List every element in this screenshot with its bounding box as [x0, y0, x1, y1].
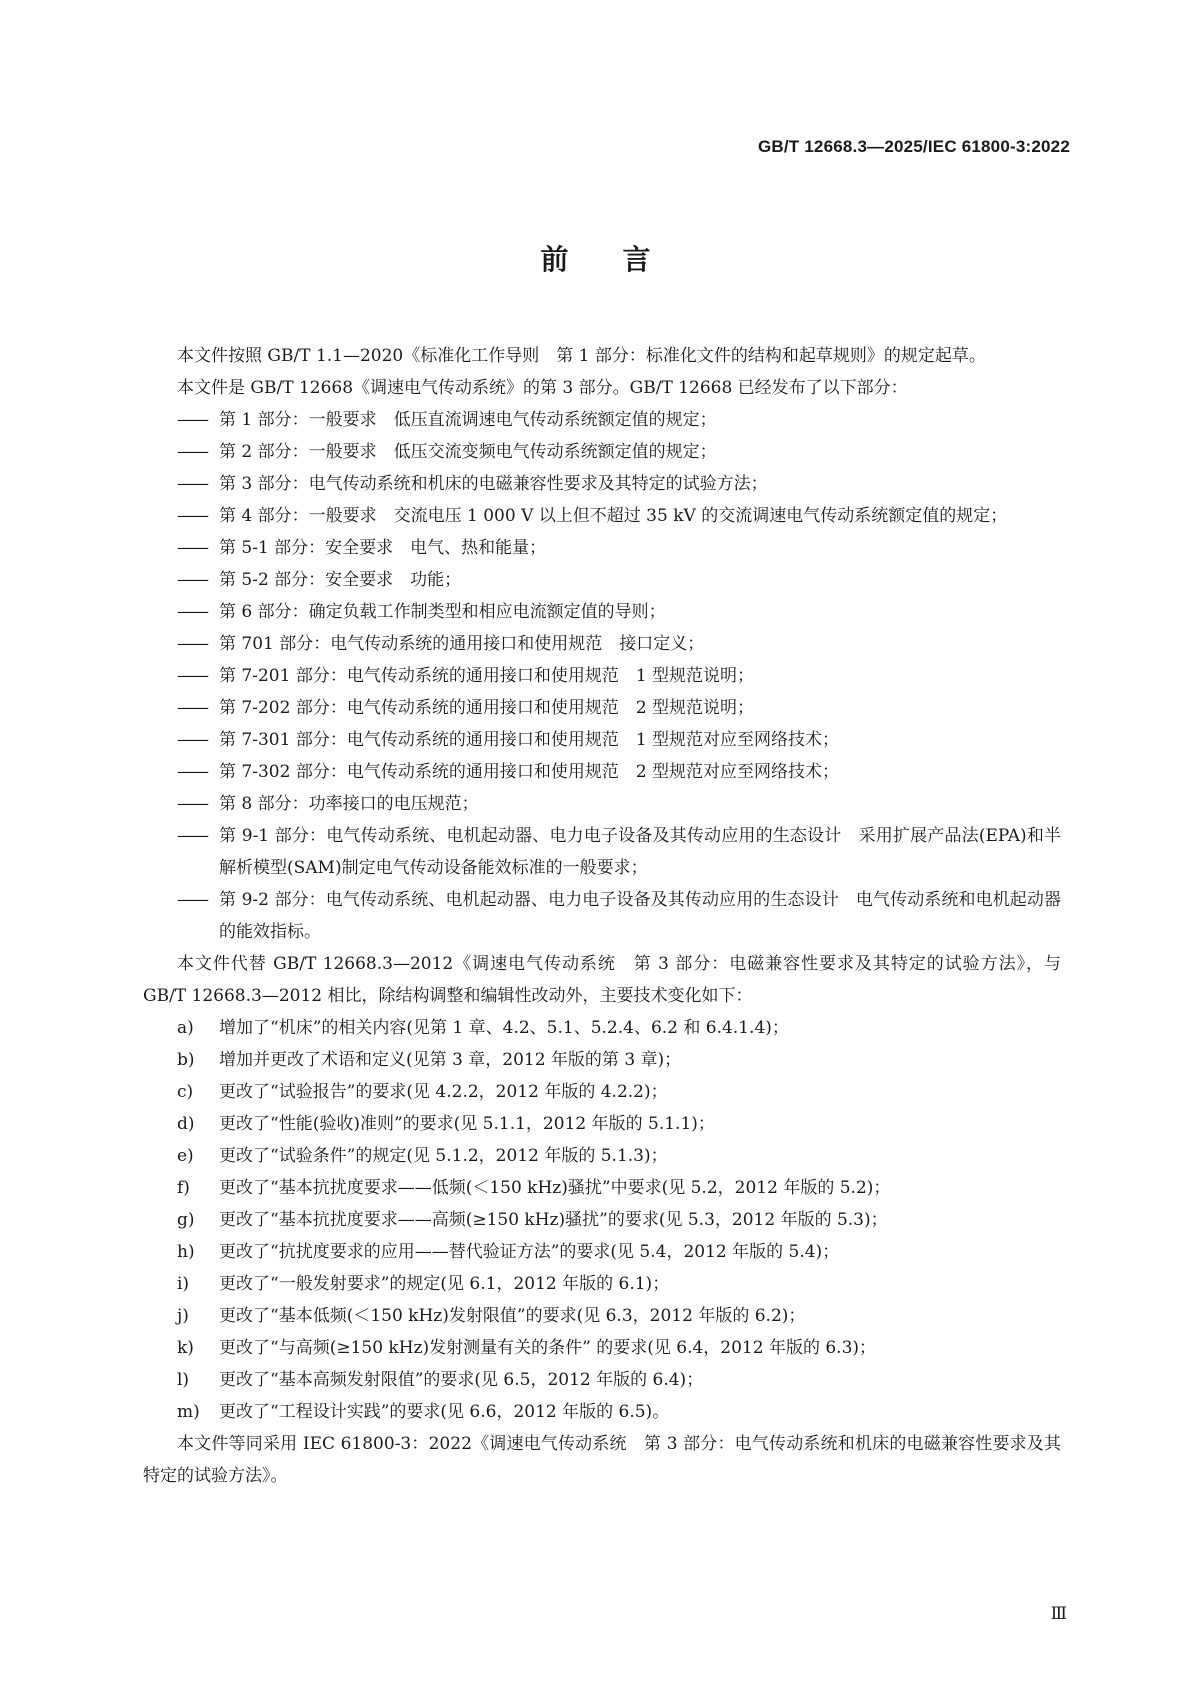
page-title: 前言	[540, 243, 705, 276]
list-item-text: 更改了“抗扰度要求的应用——替代验证方法”的要求(见 5.4，2012 年版的 5.4)；	[219, 1242, 840, 1262]
list-item	[177, 756, 1061, 788]
dash-marker: ——	[177, 474, 207, 494]
list-marker: j)	[177, 1306, 189, 1326]
page-number: Ⅲ	[1050, 1604, 1067, 1624]
list-item-text: 第 9-2 部分：电气传动系统、电机起动器、电力电子设备及其传动应用的生态设计 电气传动系统和电机起动器的能效指标。	[219, 890, 1061, 942]
list-item	[177, 660, 1061, 692]
list-item-text: 第 6 部分：确定负载工作制类型和相应电流额定值的导则；	[219, 602, 666, 622]
dash-marker: ——	[177, 826, 207, 846]
dash-marker: ——	[177, 570, 207, 590]
list-item	[177, 692, 1061, 724]
list-item	[177, 884, 1061, 948]
list-marker: a)	[177, 1018, 194, 1038]
list-item	[177, 500, 1061, 532]
list-item-text: 第 9-1 部分：电气传动系统、电机起动器、电力电子设备及其传动应用的生态设计 采用扩展产品法(EPA)和半解析模型(SAM)制定电气传动设备能效标准的一般要求；	[219, 826, 1061, 878]
list-marker: d)	[177, 1114, 195, 1134]
list-item-text: 更改了“与高频(≥150 kHz)发射测量有关的条件” 的要求(见 6.4，2012 年版的 6.3)；	[219, 1338, 877, 1358]
list-item	[177, 1396, 1061, 1428]
parts-list	[143, 404, 1061, 948]
list-item-text: 第 8 部分：功率接口的电压规范；	[219, 794, 479, 814]
list-item-text: 更改了“基本抗扰度要求——高频(≥150 kHz)骚扰”的要求(见 5.3，2012 年版的 5.3)；	[219, 1210, 888, 1230]
list-item-text: 第 7-202 部分：电气传动系统的通用接口和使用规范 2 型规范说明；	[219, 698, 755, 718]
list-item	[177, 564, 1061, 596]
list-item	[177, 532, 1061, 564]
list-item-text: 更改了“一般发射要求”的规定(见 6.1，2012 年版的 6.1)；	[219, 1274, 670, 1294]
dash-marker: ——	[177, 442, 207, 462]
list-item	[177, 1268, 1061, 1300]
list-item	[177, 724, 1061, 756]
list-item-text: 更改了“基本高频发射限值”的要求(见 6.5，2012 年版的 6.4)；	[219, 1370, 704, 1390]
paragraph-drafting-rules: 本文件按照 GB/T 1.1—2020《标准化工作导则 第 1 部分：标准化文件的结构和起草规则》的规定起草。	[177, 346, 986, 366]
dash-marker: ——	[177, 410, 207, 430]
foreword-body	[143, 340, 1061, 1492]
list-item-text: 第 7-301 部分：电气传动系统的通用接口和使用规范 1 型规范对应至网络技术；	[219, 730, 840, 750]
list-item-text: 第 7-302 部分：电气传动系统的通用接口和使用规范 2 型规范对应至网络技术；	[219, 762, 840, 782]
list-item-text: 增加并更改了术语和定义(见第 3 章，2012 年版的第 3 章)；	[219, 1050, 682, 1070]
list-item-text: 第 3 部分：电气传动系统和机床的电磁兼容性要求及其特定的试验方法；	[219, 474, 768, 494]
list-item	[177, 1204, 1061, 1236]
list-item	[177, 468, 1061, 500]
list-item-text: 第 701 部分：电气传动系统的通用接口和使用规范 接口定义；	[219, 634, 705, 654]
list-marker: k)	[177, 1338, 194, 1358]
list-item	[177, 1236, 1061, 1268]
list-item-text: 更改了“试验报告”的要求(见 4.2.2，2012 年版的 4.2.2)；	[219, 1082, 668, 1102]
list-item	[177, 820, 1061, 884]
list-item	[177, 1108, 1061, 1140]
list-item	[177, 596, 1061, 628]
list-item-text: 更改了“工程设计实践”的要求(见 6.6，2012 年版的 6.5)。	[219, 1402, 670, 1422]
list-marker: i)	[177, 1274, 190, 1294]
list-item-text: 第 7-201 部分：电气传动系统的通用接口和使用规范 1 型规范说明；	[219, 666, 755, 686]
list-marker: f)	[177, 1178, 190, 1198]
list-item-text: 增加了“机床”的相关内容(见第 1 章、4.2、5.1、5.2.4、6.2 和 6.4.1.4)；	[219, 1018, 789, 1038]
list-marker: h)	[177, 1242, 195, 1262]
list-item	[177, 1332, 1061, 1364]
list-marker: m)	[177, 1402, 200, 1422]
dash-marker: ——	[177, 698, 207, 718]
list-item	[177, 788, 1061, 820]
list-item-text: 第 1 部分：一般要求 低压直流调速电气传动系统额定值的规定；	[219, 410, 717, 430]
list-item-text: 更改了“基本抗扰度要求——低频(＜150 kHz)骚扰”中要求(见 5.2，2012 年版的 5.2)；	[219, 1178, 891, 1198]
dash-marker: ——	[177, 762, 207, 782]
list-item-text: 更改了“性能(验收)准则”的要求(见 5.1.1，2012 年版的 5.1.1)；	[219, 1114, 715, 1134]
list-item	[177, 1172, 1061, 1204]
list-marker: c)	[177, 1082, 194, 1102]
list-item	[177, 436, 1061, 468]
list-item-text: 第 5-1 部分：安全要求 电气、热和能量；	[219, 538, 547, 558]
list-item-text: 更改了“基本低频(＜150 kHz)发射限值”的要求(见 6.3，2012 年版的 6.2)；	[219, 1306, 806, 1326]
list-item	[177, 1012, 1061, 1044]
list-item-text: 第 5-2 部分：安全要求 功能；	[219, 570, 462, 590]
list-marker: g)	[177, 1210, 195, 1230]
list-marker: e)	[177, 1146, 194, 1166]
dash-marker: ——	[177, 602, 207, 622]
paragraph-replacement: 本文件代替 GB/T 12668.3—2012《调速电气传动系统 第 3 部分：电磁兼容性要求及其特定的试验方法》，与 GB/T 12668.3—2012 相比，除结构调整和编辑性改动外，主要技术变化如下：	[143, 954, 1061, 1006]
list-item	[177, 1140, 1061, 1172]
list-item-text: 第 2 部分：一般要求 低压交流变频电气传动系统额定值的规定；	[219, 442, 717, 462]
list-marker: l)	[177, 1370, 190, 1390]
dash-marker: ——	[177, 890, 207, 910]
dash-marker: ——	[177, 666, 207, 686]
dash-marker: ——	[177, 506, 207, 526]
changes-list	[143, 1012, 1061, 1428]
list-item-text: 更改了“试验条件”的规定(见 5.1.2，2012 年版的 5.1.3)；	[219, 1146, 668, 1166]
list-item	[177, 1364, 1061, 1396]
standard-number: GB/T 12668.3—2025/IEC 61800-3:2022	[757, 137, 1070, 156]
dash-marker: ——	[177, 730, 207, 750]
list-item	[177, 404, 1061, 436]
paragraph-series-intro: 本文件是 GB/T 12668《调速电气传动系统》的第 3 部分。GB/T 12668 已经发布了以下部分：	[177, 378, 908, 398]
list-marker: b)	[177, 1050, 195, 1070]
dash-marker: ——	[177, 538, 207, 558]
list-item	[177, 628, 1061, 660]
list-item	[177, 1044, 1061, 1076]
list-item-text: 第 4 部分：一般要求 交流电压 1 000 V 以上但不超过 35 kV 的交流调速电气传动系统额定值的规定；	[219, 506, 1008, 526]
paragraph-adoption: 本文件等同采用 IEC 61800-3：2022《调速电气传动系统 第 3 部分：电气传动系统和机床的电磁兼容性要求及其特定的试验方法》。	[143, 1434, 1061, 1486]
list-item	[177, 1300, 1061, 1332]
dash-marker: ——	[177, 634, 207, 654]
list-item	[177, 1076, 1061, 1108]
dash-marker: ——	[177, 794, 207, 814]
